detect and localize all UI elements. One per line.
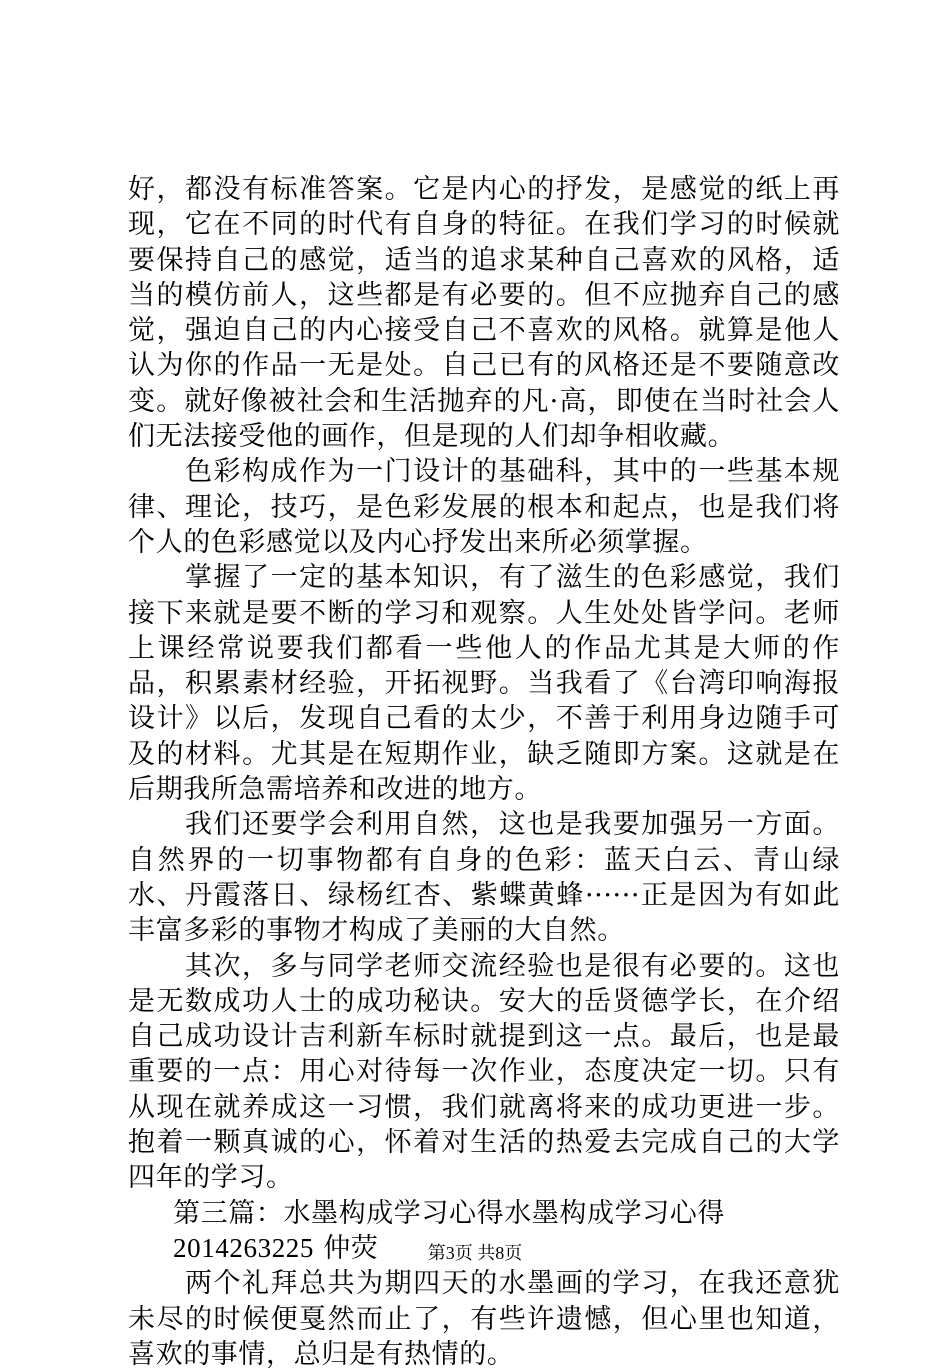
page-footer: 第3页 共8页 bbox=[427, 1243, 523, 1263]
author-id: 2014263225 bbox=[173, 1232, 314, 1263]
document-body bbox=[128, 172, 840, 1372]
author-name: 仲荧 bbox=[323, 1232, 379, 1264]
paragraph-color-composition: 色彩构成作为一门设计的基础科，其中的一些基本规律、理论，技巧，是色彩发展的根本和起点，也是我们将个人的色彩感觉以及内心抒发出来所必须掌握。 bbox=[128, 456, 840, 558]
paragraph-continued: 好，都没有标准答案。它是内心的抒发，是感觉的纸上再现，它在不同的时代有自身的特征。在我们学习的时候就要保持自己的感觉，适当的追求某种自己喜欢的风格，适当的模仿前人，这些都是有必要的。但不应抛弃自己的感觉，强迫自己的内心接受自己不喜欢的风格。就算是他人认为你的作品一无是处。自己已有的风格还是不要随意改变。就好像被社会和生活抛弃的凡·高，即使在当时社会人们无法接受他的画作，但是现的人们却争相收藏。 bbox=[128, 174, 840, 453]
section-heading: 第三篇：水墨构成学习心得水墨构成学习心得 bbox=[173, 1197, 725, 1229]
paragraph-learning-observation: 掌握了一定的基本知识，有了滋生的色彩感觉，我们接下来就是要不断的学习和观察。人生处处皆学问。老师上课经常说要我们都看一些他人的作品尤其是大师的作品，积累素材经验，开拓视野。当我看了《台湾印响海报设计》以后，发现自己看的太少，不善于利用身边随手可及的材料。尤其是在短期作业，缺乏随即方案。这就是在后期我所急需培养和改进的地方。 bbox=[128, 562, 840, 806]
paragraph-communication: 其次，多与同学老师交流经验也是很有必要的。这也是无数成功人士的成功秘诀。安大的岳贤德学长，在介绍自己成功设计吉利新车标时就提到这一点。最后，也是最重要的一点：用心对待每一次作业，态度决定一切。只有从现在就养成这一习惯，我们就离将来的成功更进一步。抱着一颗真诚的心，怀着对生活的热爱去完成自己的大学四年的学习。 bbox=[128, 950, 840, 1194]
paragraph-nature: 我们还要学会利用自然，这也是我要加强另一方面。自然界的一切事物都有自身的色彩：蓝天白云、青山绿水、丹霞落日、绿杨红杏、紫蝶黄蜂······正是因为有如此丰富多彩的事物才构成了美丽的大自然。 bbox=[128, 809, 840, 947]
paragraph-ink-painting: 两个礼拜总共为期四天的水墨画的学习，在我还意犹未尽的时候便戛然而止了，有些许遗憾，但心里也知道，喜欢的事情，总归是有热情的。 bbox=[128, 1268, 840, 1370]
